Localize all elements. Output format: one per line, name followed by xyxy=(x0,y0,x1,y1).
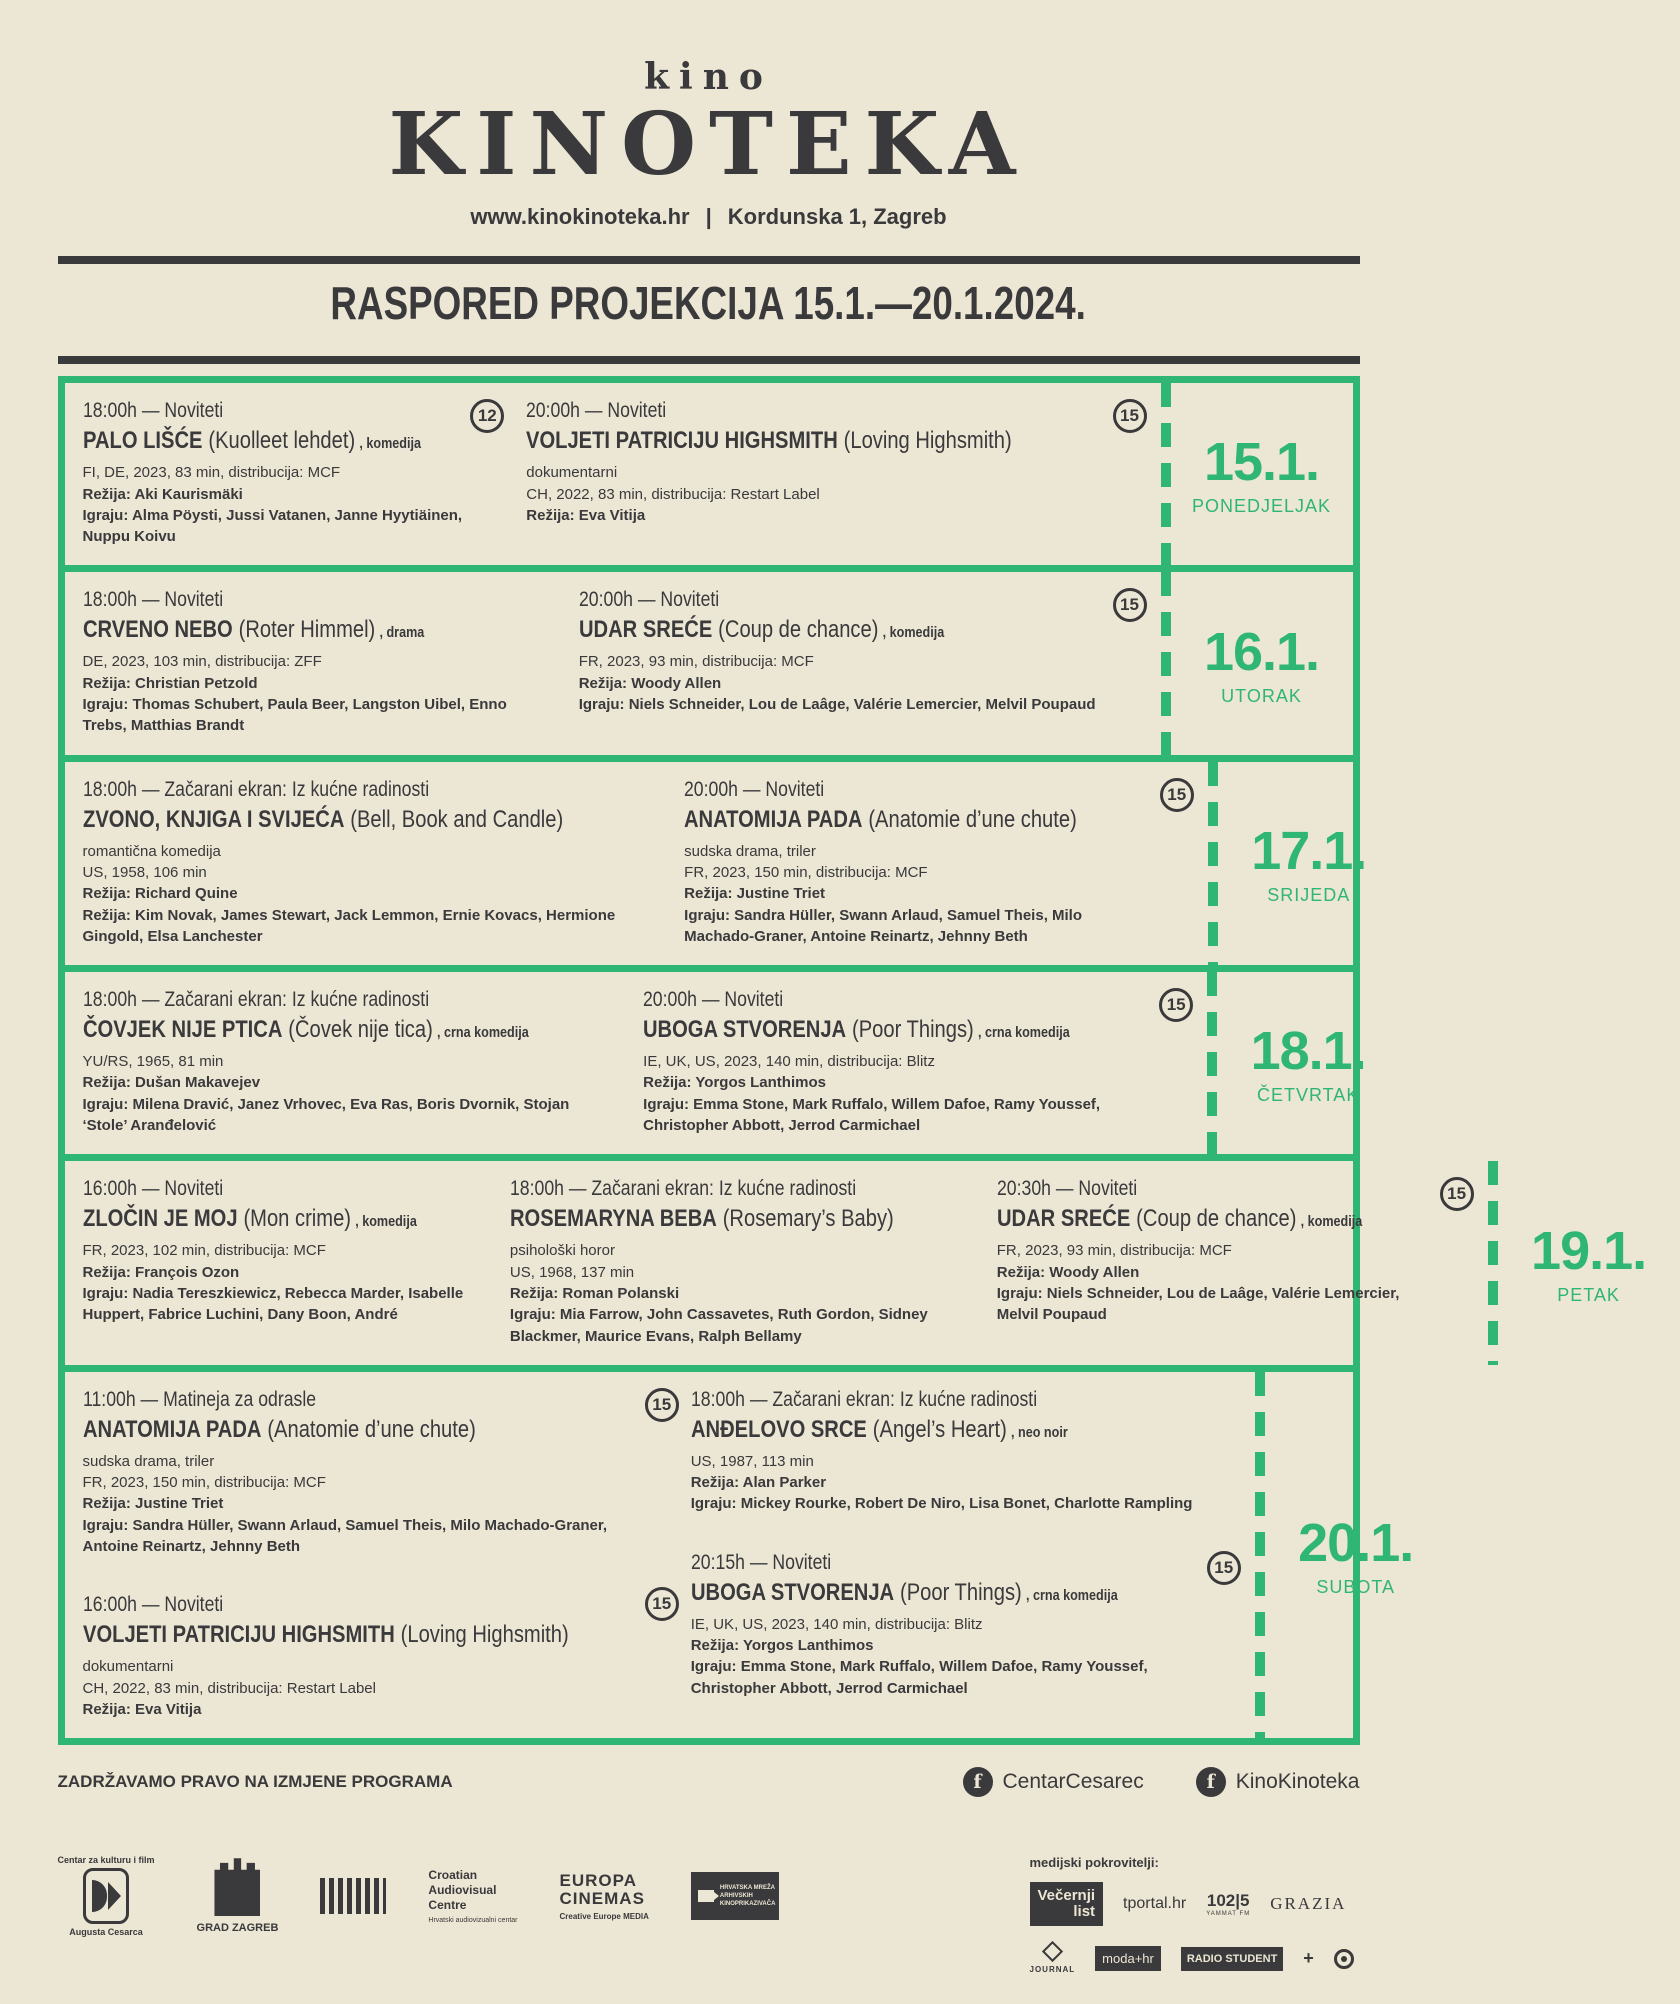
screening xyxy=(83,588,549,736)
film-meta: sudska drama, triler xyxy=(82,1452,215,1470)
logos-strip xyxy=(58,1855,1360,1974)
age-rating-badge: 15 xyxy=(1113,399,1147,433)
screening xyxy=(526,399,1148,547)
dashed-divider xyxy=(1255,1372,1265,1738)
screening-time: 16:00h — Noviteti xyxy=(82,1593,223,1617)
film-title-line xyxy=(691,1579,1118,1607)
divider-top xyxy=(58,256,1360,264)
film-cast: Igraju: Mickey Rourke, Robert De Niro, Lisa Bonet, Charlotte Rampling xyxy=(690,1495,1193,1513)
film-original-title: (Čovek nije tica) xyxy=(287,1016,433,1044)
screening xyxy=(684,778,1196,947)
age-rating-badge: 15 xyxy=(1160,778,1194,812)
moda-hr-logo: moda+hr xyxy=(1095,1946,1161,1971)
film-meta: FR, 2023, 150 min, distribucija: MCF xyxy=(684,863,928,881)
film-title: VOLJETI PATRICIJU HIGHSMITH xyxy=(526,427,839,455)
screening-time: 18:00h — Začarani ekran: Iz kućne radinosti xyxy=(82,777,429,801)
film-title: CRVENO NEBO xyxy=(82,616,233,644)
film-cast: Igraju: Emma Stone, Mark Ruffalo, Willem Dafoe, Ramy Youssef, Christopher Abbott, Jerrod Carmichael xyxy=(643,1095,1101,1135)
film-title: UBOGA STVORENJA xyxy=(690,1578,894,1606)
date-cell xyxy=(1217,972,1399,1154)
film-director: Režija: Alan Parker xyxy=(690,1474,827,1492)
screening-time: 20:00h — Noviteti xyxy=(684,777,825,801)
dashed-divider xyxy=(1161,572,1171,754)
film-meta: YU/RS, 1965, 81 min xyxy=(82,1053,224,1071)
film-meta: IE, UK, US, 2023, 140 min, distribucija: Blitz xyxy=(643,1053,935,1071)
day-row-saturday xyxy=(65,1365,1414,1738)
film-director: Režija: Woody Allen xyxy=(578,674,722,692)
separator-bar: | xyxy=(705,204,712,230)
journal-logo: JOURNAL xyxy=(1030,1944,1076,1974)
film-genre: , crna komedija xyxy=(1025,1586,1118,1604)
film-title-line xyxy=(510,1205,894,1233)
screening-time: 20:00h — Noviteti xyxy=(526,399,667,423)
dashed-divider xyxy=(1161,383,1171,565)
film-title: ANATOMIJA PADA xyxy=(684,805,863,833)
film-title-line xyxy=(83,1016,529,1044)
date: 15.1. xyxy=(1203,432,1320,493)
age-rating-badge: 15 xyxy=(645,1388,679,1422)
film-genre: , komedija xyxy=(358,435,421,453)
date-cell xyxy=(1171,572,1353,754)
film-director: Režija: Dušan Makavejev xyxy=(82,1074,261,1092)
date-cell xyxy=(1218,762,1400,965)
logo-kinoteka: KINOTEKA xyxy=(388,94,1029,195)
media-sponsors xyxy=(1030,1855,1360,1974)
date: 16.1. xyxy=(1203,621,1320,682)
age-rating-badge: 15 xyxy=(1113,588,1147,622)
divider-bottom xyxy=(58,356,1360,364)
film-title: ČOVJEK NIJE PTICA xyxy=(82,1016,282,1044)
film-title: ANATOMIJA PADA xyxy=(82,1415,261,1443)
film-title: UDAR SREĆE xyxy=(996,1205,1131,1233)
grad-zagreb-logo: GRAD ZAGREB xyxy=(197,1858,279,1934)
film-title-line xyxy=(83,616,475,644)
date-cell xyxy=(1498,1161,1680,1364)
schedule-table xyxy=(58,376,1647,1745)
screening xyxy=(997,1177,1476,1346)
film-director: Režija: Roman Polanski xyxy=(509,1284,680,1302)
film-meta: US, 1958, 106 min xyxy=(82,863,207,881)
logo-kino-small: kino xyxy=(644,56,773,98)
screening xyxy=(510,1177,967,1346)
age-rating-badge: 15 xyxy=(1207,1551,1241,1585)
screening-time: 18:00h — Noviteti xyxy=(82,399,223,423)
film-title: UBOGA STVORENJA xyxy=(643,1016,847,1044)
screening-time: 18:00h — Začarani ekran: Iz kućne radinosti xyxy=(82,988,429,1012)
film-title-line xyxy=(579,616,1021,644)
film-original-title: (Kuolleet lehdet) xyxy=(207,427,355,455)
schedule-title: RASPORED PROJEKCIJA 15.1.—20.1.2024. xyxy=(330,277,1087,330)
day-name: PONEDJELJAK xyxy=(1191,496,1332,517)
barcode-logo xyxy=(320,1878,386,1914)
film-director: Režija: François Ozon xyxy=(82,1263,240,1281)
age-rating-badge: 15 xyxy=(645,1587,679,1621)
day-name: ČETVRTAK xyxy=(1256,1085,1360,1106)
kinoprikazivaci-logo: HRVATSKA MREŽA ARHIVSKIH KINOPRIKAZIVAČA xyxy=(691,1872,779,1920)
footer-info xyxy=(58,1767,1360,1797)
screening xyxy=(652,1550,1243,1699)
film-director: Režija: Eva Vitija xyxy=(526,506,646,524)
screening xyxy=(83,988,614,1136)
film-cast: Igraju: Sandra Hüller, Swann Arlaud, Samuel Theis, Milo Machado-Graner, Antoine Reinartz, Jehnny Beth xyxy=(684,906,1083,945)
castle-icon xyxy=(214,1858,260,1916)
screening-time: 20:00h — Noviteti xyxy=(578,588,719,612)
film-original-title: (Angel’s Heart) xyxy=(872,1415,1007,1443)
film-original-title: (Loving Highsmith) xyxy=(400,1621,569,1649)
facebook-label: KinoKinoteka xyxy=(1235,1770,1360,1794)
tportal-logo: tportal.hr xyxy=(1123,1894,1187,1912)
film-title-line xyxy=(83,806,563,834)
day-name: UTORAK xyxy=(1221,685,1302,706)
partner-logos xyxy=(58,1855,779,1937)
film-director: Režija: Aki Kaurismäki xyxy=(82,485,243,503)
film-meta: US, 1987, 113 min xyxy=(690,1452,814,1470)
film-title-line xyxy=(526,427,1012,455)
date: 17.1. xyxy=(1251,821,1367,882)
film-genre: , komedija xyxy=(354,1213,417,1231)
screening-time: 20:15h — Noviteti xyxy=(690,1550,831,1574)
screening-time: 20:00h — Noviteti xyxy=(643,988,784,1012)
film-meta: CH, 2022, 83 min, distribucija: Restart Label xyxy=(526,485,820,503)
film-cast: Igraju: Mia Farrow, John Cassavetes, Ruth Gordon, Sidney Blackmer, Maurice Evans, Ralph Bellamy xyxy=(509,1306,928,1345)
age-rating-badge: 15 xyxy=(1440,1177,1474,1211)
film-title-line xyxy=(83,1621,569,1649)
dashed-divider xyxy=(1488,1161,1498,1364)
day-name: PETAK xyxy=(1557,1285,1620,1306)
day-row-wednesday xyxy=(65,755,1367,965)
vecernji-list-logo: Večernji list xyxy=(1030,1882,1104,1926)
date-cell xyxy=(1265,1372,1447,1738)
film-director: Režija: Eva Vitija xyxy=(82,1700,202,1718)
film-meta: IE, UK, US, 2023, 140 min, distribucija: Blitz xyxy=(690,1615,983,1633)
grazia-logo: GRAZIA xyxy=(1270,1893,1347,1913)
film-cast: Igraju: Niels Schneider, Lou de Laâge, Valérie Lemercier, Melvil Poupaud xyxy=(996,1284,1400,1324)
film-original-title: (Mon crime) xyxy=(242,1205,351,1233)
screening-time: 11:00h — Matineja za odrasle xyxy=(82,1387,316,1411)
projector-icon xyxy=(698,1890,714,1902)
date: 20.1. xyxy=(1298,1513,1414,1574)
film-meta: dokumentarni xyxy=(82,1658,174,1676)
contact-line xyxy=(0,204,1417,230)
film-original-title: (Loving Highsmith) xyxy=(843,427,1012,455)
film-original-title: (Roter Himmel) xyxy=(238,616,375,644)
screening-time: 16:00h — Noviteti xyxy=(82,1177,223,1201)
screening-time: 18:00h — Noviteti xyxy=(82,588,223,612)
film-cast: Igraju: Sandra Hüller, Swann Arlaud, Samuel Theis, Milo Machado-Graner, Antoine Reinartz, Jehnny Beth xyxy=(82,1516,608,1556)
plus-logo: + xyxy=(1303,1948,1314,1969)
film-cast: Igraju: Emma Stone, Mark Ruffalo, Willem Dafoe, Ramy Youssef, Christopher Abbott, Jerrod Carmichael xyxy=(690,1658,1148,1697)
screening xyxy=(643,988,1195,1136)
film-title-line xyxy=(997,1205,1362,1233)
film-title: VOLJETI PATRICIJU HIGHSMITH xyxy=(82,1621,395,1649)
screening xyxy=(83,1388,661,1557)
date-cell xyxy=(1171,383,1353,565)
film-title: ANĐELOVO SRCE xyxy=(690,1415,867,1443)
film-meta: FI, DE, 2023, 83 min, distribucija: MCF xyxy=(82,464,341,482)
film-original-title: (Anatomie d’une chute) xyxy=(868,805,1077,833)
ckf-augusta-cesarca-logo: Centar za kulturu i film Augusta Cesarca xyxy=(57,1855,155,1938)
film-genre: , crna komedija xyxy=(978,1024,1070,1042)
film-meta: romantična komedija xyxy=(82,842,221,860)
ck-monogram-icon xyxy=(83,1868,129,1924)
film-director: Režija: Justine Triet xyxy=(684,885,826,903)
film-original-title: (Coup de chance) xyxy=(717,616,879,644)
film-original-title: (Poor Things) xyxy=(852,1016,974,1044)
film-title-line xyxy=(83,1205,417,1233)
dashed-divider xyxy=(1208,762,1218,965)
film-meta: dokumentarni xyxy=(526,464,618,482)
radio-student-logo: RADIO STUDENT xyxy=(1181,1947,1283,1971)
screening-time: 20:30h — Noviteti xyxy=(996,1177,1137,1201)
film-genre: , komedija xyxy=(1300,1213,1363,1231)
film-meta: CH, 2022, 83 min, distribucija: Restart Label xyxy=(82,1679,376,1697)
film-genre: , neo noir xyxy=(1010,1423,1068,1441)
film-meta: DE, 2023, 103 min, distribucija: ZFF xyxy=(82,653,322,671)
film-original-title: (Coup de chance) xyxy=(1135,1205,1297,1233)
film-meta: sudska drama, triler xyxy=(684,842,816,860)
film-cast: Režija: Kim Novak, James Stewart, Jack Lemmon, Ernie Kovacs, Hermione Gingold, Elsa Lanchester xyxy=(82,906,616,945)
film-title: ROSEMARYNA BEBA xyxy=(509,1205,717,1233)
diamond-icon xyxy=(1042,1941,1063,1962)
facebook-icon: f xyxy=(963,1767,993,1797)
screening xyxy=(579,588,1149,736)
film-meta: FR, 2023, 93 min, distribucija: MCF xyxy=(578,653,814,671)
film-director: Režija: Woody Allen xyxy=(996,1263,1140,1281)
website: www.kinokinoteka.hr xyxy=(470,204,690,230)
film-director: Režija: Yorgos Lanthimos xyxy=(690,1637,874,1655)
film-title-line xyxy=(684,806,1077,834)
screening xyxy=(652,1387,1243,1515)
day-name: SUBOTA xyxy=(1316,1577,1396,1598)
media-sponsors-label: medijski pokrovitelji: xyxy=(1029,1855,1159,1871)
film-cast: Igraju: Milena Dravić, Janez Vrhovec, Eva Ras, Boris Dvornik, Stojan ‘Stole’ Aranđelović xyxy=(82,1095,570,1135)
yammat-fm-logo: 102|5 YAMMAT FM xyxy=(1206,1890,1251,1917)
film-title-line xyxy=(83,1416,569,1444)
screening xyxy=(83,399,497,547)
screening xyxy=(83,1593,661,1720)
film-original-title: (Poor Things) xyxy=(899,1578,1022,1606)
facebook-kinokinoteka xyxy=(1196,1767,1360,1797)
age-rating-badge: 12 xyxy=(470,399,504,433)
film-meta: US, 1968, 137 min xyxy=(509,1263,635,1281)
facebook-icon: f xyxy=(1196,1767,1226,1797)
disclaimer: ZADRŽAVAMO PRAVO NA IZMJENE PROGRAMA xyxy=(57,1772,453,1792)
film-original-title: (Bell, Book and Candle) xyxy=(349,805,563,833)
film-title: UDAR SREĆE xyxy=(578,616,712,644)
day-row-thursday xyxy=(65,965,1366,1154)
day-row-monday xyxy=(65,383,1353,565)
facebook-centarcesarec xyxy=(963,1767,1144,1797)
screening xyxy=(83,1177,480,1346)
header xyxy=(0,0,1417,230)
film-director: Režija: Yorgos Lanthimos xyxy=(643,1074,826,1092)
europa-cinemas-logo: EUROPA CINEMAS Creative Europe MEDIA xyxy=(559,1870,649,1921)
film-cast: Igraju: Niels Schneider, Lou de Laâge, Valérie Lemercier, Melvil Poupaud xyxy=(578,696,1096,714)
podcast-icon xyxy=(1334,1949,1354,1969)
film-director: Režija: Justine Triet xyxy=(82,1495,224,1513)
film-original-title: (Anatomie d’une chute) xyxy=(266,1415,476,1443)
film-genre: , komedija xyxy=(882,624,944,642)
film-title-line xyxy=(643,1016,1070,1044)
film-cast: Igraju: Thomas Schubert, Paula Beer, Langston Uibel, Enno Trebs, Matthias Brandt xyxy=(82,696,507,735)
film-director: Režija: Christian Petzold xyxy=(82,674,258,692)
film-title: ZLOČIN JE MOJ xyxy=(82,1205,238,1233)
date: 19.1. xyxy=(1531,1221,1647,1282)
address: Kordunska 1, Zagreb xyxy=(727,204,947,230)
date: 18.1. xyxy=(1250,1021,1366,1082)
screening-time: 18:00h — Začarani ekran: Iz kućne radinosti xyxy=(690,1387,1037,1411)
film-cast: Igraju: Nadia Tereszkiewicz, Rebecca Marder, Isabelle Huppert, Fabrice Luchini, Dany Boon, André xyxy=(82,1284,464,1324)
day-row-friday xyxy=(65,1154,1647,1364)
film-cast: Igraju: Alma Pöysti, Jussi Vatanen, Janne Hyytiäinen, Nuppu Koivu xyxy=(82,506,463,546)
film-original-title: (Rosemary’s Baby) xyxy=(722,1205,894,1233)
film-meta: FR, 2023, 102 min, distribucija: MCF xyxy=(82,1242,326,1260)
screening-time: 18:00h — Začarani ekran: Iz kućne radinosti xyxy=(509,1177,857,1201)
havc-logo: Croatian Audiovisual Centre Hrvatski audiovizualni centar xyxy=(428,1868,518,1925)
facebook-label: CentarCesarec xyxy=(1002,1770,1144,1794)
film-meta: FR, 2023, 93 min, distribucija: MCF xyxy=(996,1242,1232,1260)
film-director: Režija: Richard Quine xyxy=(82,885,238,903)
film-genre: , drama xyxy=(378,624,424,642)
age-rating-badge: 15 xyxy=(1159,988,1193,1022)
film-genre: , crna komedija xyxy=(436,1024,529,1042)
screening xyxy=(83,778,655,947)
film-title: PALO LIŠĆE xyxy=(82,427,202,455)
dashed-divider xyxy=(1207,972,1217,1154)
film-meta: psihološki horor xyxy=(509,1242,615,1260)
day-row-tuesday xyxy=(65,565,1353,754)
film-meta: FR, 2023, 150 min, distribucija: MCF xyxy=(82,1474,326,1492)
film-title-line xyxy=(691,1416,1155,1444)
film-title: ZVONO, KNJIGA I SVIJEĆA xyxy=(82,805,344,833)
film-title-line xyxy=(83,427,431,455)
day-name: SRIJEDA xyxy=(1267,885,1351,906)
